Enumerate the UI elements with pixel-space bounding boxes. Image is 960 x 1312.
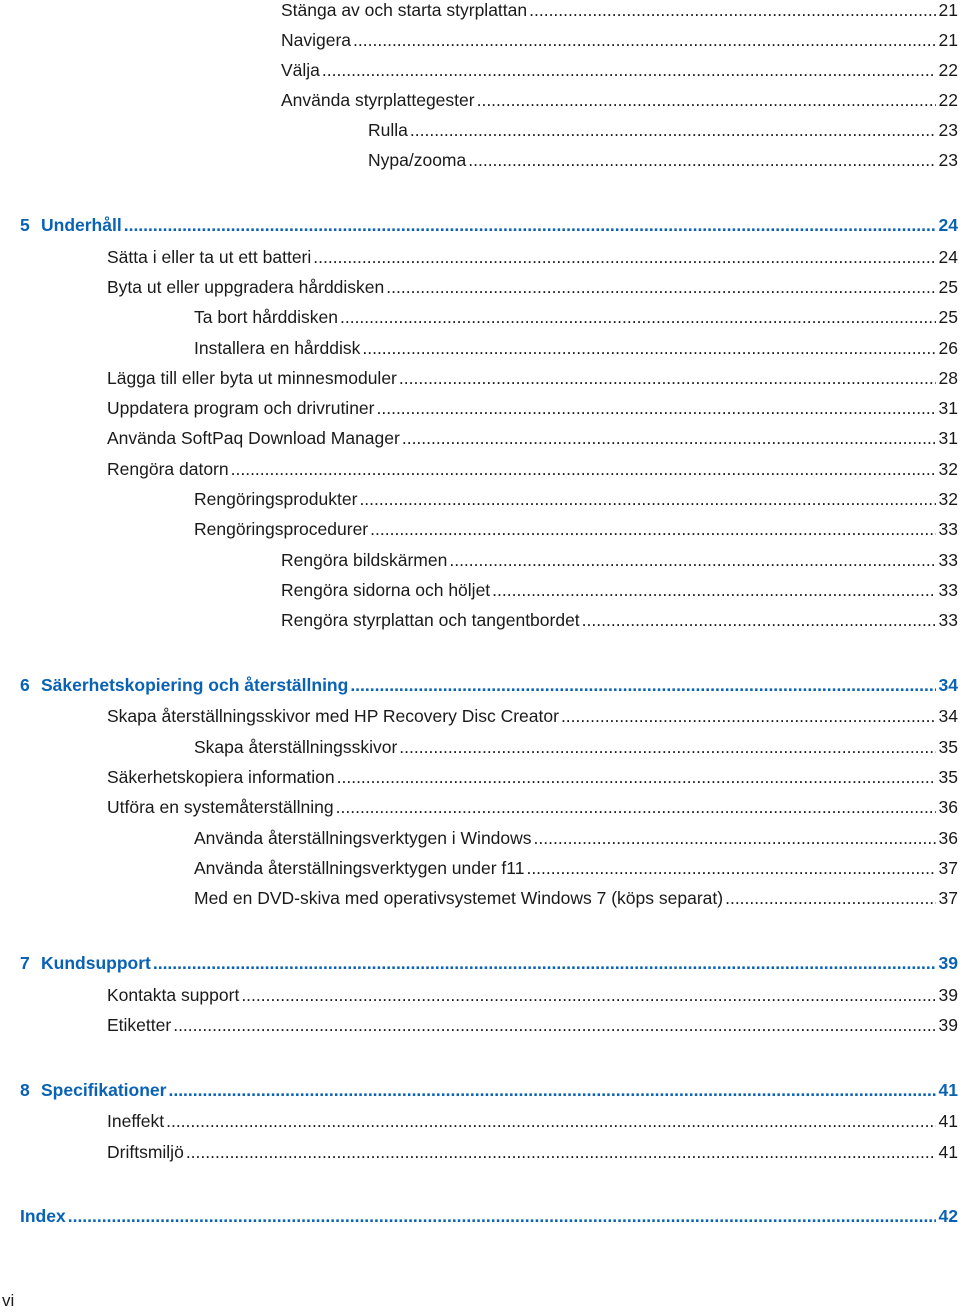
- toc-chapter-entry[interactable]: [20, 951, 958, 975]
- toc-dot-leader: [582, 608, 936, 632]
- toc-entry-title: Kontakta support: [107, 985, 240, 1005]
- toc-page-number: 35: [938, 767, 958, 787]
- toc-entry[interactable]: [107, 426, 958, 450]
- toc-dot-leader: [399, 366, 936, 390]
- toc-page-number: 33: [938, 550, 958, 570]
- toc-entry[interactable]: [281, 58, 958, 82]
- toc-dot-leader: [402, 426, 936, 450]
- toc-page-number: 28: [938, 368, 958, 388]
- toc-entry-title: Etiketter: [107, 1015, 172, 1035]
- toc-entry-title: Rengöra sidorna och höljet: [281, 580, 491, 600]
- toc-entry[interactable]: [281, 578, 958, 602]
- toc-page-number: 34: [938, 675, 958, 695]
- toc-entry-title: Välja: [281, 60, 320, 80]
- toc-dot-leader: [68, 1204, 936, 1228]
- toc-dot-leader: [386, 275, 935, 299]
- toc-entry[interactable]: [194, 826, 958, 850]
- toc-page-number: 32: [938, 489, 958, 509]
- toc-chapter-number: 6: [20, 675, 30, 695]
- toc-dot-leader: [526, 856, 935, 880]
- toc-entry-title: Skapa återställningsskivor: [194, 737, 398, 757]
- toc-entry[interactable]: [107, 396, 958, 420]
- toc-dot-leader: [186, 1140, 936, 1164]
- toc-page-number: 41: [938, 1080, 958, 1100]
- toc-dot-leader: [561, 704, 936, 728]
- toc-page-number: 37: [938, 888, 958, 908]
- toc-entry-title: Skapa återställningsskivor med HP Recovery Disc Creator: [107, 706, 559, 726]
- toc-page-number: 25: [938, 277, 958, 297]
- toc-page-number: 24: [938, 247, 958, 267]
- toc-page-number: 22: [938, 60, 958, 80]
- toc-entry-title: Använda SoftPaq Download Manager: [107, 428, 400, 448]
- toc-entry[interactable]: [281, 548, 958, 572]
- toc-entry-title: Utföra en systemåterställning: [107, 797, 334, 817]
- toc-entry[interactable]: [194, 856, 958, 880]
- toc-page-number: 24: [938, 215, 958, 235]
- toc-page-number: 41: [938, 1111, 958, 1131]
- toc-entry[interactable]: [368, 148, 958, 172]
- toc-entry-title: Lägga till eller byta ut minnesmoduler: [107, 368, 397, 388]
- toc-entry-title: Installera en hårddisk: [194, 338, 361, 358]
- toc-dot-leader: [534, 826, 936, 850]
- toc-page-number: 42: [938, 1206, 958, 1226]
- toc-entry-title: Sätta i eller ta ut ett batteri: [107, 247, 312, 267]
- toc-dot-leader: [340, 305, 936, 329]
- toc-page-number: 32: [938, 459, 958, 479]
- toc-entry-title: Driftsmiljö: [107, 1142, 184, 1162]
- page-number: vi: [2, 1291, 15, 1310]
- toc-entry-title: Rengöra styrplattan och tangentbordet: [281, 610, 580, 630]
- toc-entry[interactable]: [107, 366, 958, 390]
- toc-page-number: 35: [938, 737, 958, 757]
- toc-dot-leader: [477, 88, 936, 112]
- toc-page-number: 33: [938, 610, 958, 630]
- toc-page-number: 39: [938, 1015, 958, 1035]
- toc-dot-leader: [173, 1013, 935, 1037]
- toc-entry[interactable]: [281, 608, 958, 632]
- toc-entry-title: Använda styrplattegester: [281, 90, 475, 110]
- toc-entry-title: Nypa/zooma: [368, 150, 467, 170]
- toc-dot-leader: [468, 148, 935, 172]
- toc-entry-title: Underhåll: [41, 215, 122, 235]
- toc-dot-leader: [362, 336, 935, 360]
- toc-page-number: 31: [938, 398, 958, 418]
- toc-page-number: 21: [938, 0, 958, 20]
- toc-entry-title: Kundsupport: [41, 953, 151, 973]
- toc-page-number: 39: [938, 985, 958, 1005]
- toc-entry[interactable]: [107, 795, 958, 819]
- toc-dot-leader: [350, 673, 935, 697]
- toc-entry-title: Index: [20, 1206, 66, 1226]
- toc-entry-title: Ineffekt: [107, 1111, 165, 1131]
- toc-entry[interactable]: [107, 457, 958, 481]
- toc-page-number: 33: [938, 519, 958, 539]
- toc-entry[interactable]: [281, 0, 958, 22]
- toc-entry-title: Rengöra datorn: [107, 459, 229, 479]
- toc-entry[interactable]: [107, 983, 958, 1007]
- toc-entry[interactable]: [281, 88, 958, 112]
- toc-dot-leader: [166, 1109, 935, 1133]
- toc-entry[interactable]: [194, 735, 958, 759]
- toc-chapter-entry[interactable]: [20, 673, 958, 697]
- toc-entry[interactable]: [194, 517, 958, 541]
- toc-page-number: 26: [938, 338, 958, 358]
- toc-dot-leader: [353, 28, 935, 52]
- toc-entry-title: Rulla: [368, 120, 408, 140]
- toc-dot-leader: [313, 245, 935, 269]
- toc-page-number: 23: [938, 150, 958, 170]
- toc-entry-title: Använda återställningsverktygen under f11: [194, 858, 525, 878]
- toc-entry[interactable]: [194, 336, 958, 360]
- toc-dot-leader: [492, 578, 935, 602]
- toc-chapter-entry[interactable]: [20, 1078, 958, 1102]
- toc-entry-title: Uppdatera program och drivrutiner: [107, 398, 375, 418]
- toc-entry[interactable]: [194, 487, 958, 511]
- toc-chapter-number: 8: [20, 1080, 30, 1100]
- toc-entry-title: Stänga av och starta styrplattan: [281, 0, 528, 20]
- toc-entry-title: Säkerhetskopiering och återställning: [41, 675, 349, 695]
- toc-dot-leader: [337, 765, 936, 789]
- toc-entry[interactable]: [194, 886, 958, 910]
- toc-dot-leader: [377, 396, 936, 420]
- toc-dot-leader: [529, 0, 935, 22]
- toc-dot-leader: [370, 517, 935, 541]
- toc-chapter-number: 5: [20, 215, 30, 235]
- toc-dot-leader: [231, 457, 936, 481]
- toc-dot-leader: [410, 118, 936, 142]
- toc-entry-title: Med en DVD-skiva med operativsystemet Windows 7 (köps separat): [194, 888, 724, 908]
- toc-entry[interactable]: [107, 704, 958, 728]
- toc-entry-title: Rengöringsprocedurer: [194, 519, 369, 539]
- toc-entry-title: Navigera: [281, 30, 352, 50]
- toc-entry-title: Specifikationer: [41, 1080, 167, 1100]
- toc-chapter-entry[interactable]: [20, 213, 958, 237]
- toc-chapter-number: 7: [20, 953, 30, 973]
- toc-dot-leader: [336, 795, 936, 819]
- toc-page-number: 34: [938, 706, 958, 726]
- toc-dot-leader: [359, 487, 935, 511]
- toc-dot-leader: [725, 886, 935, 910]
- toc-page-number: 37: [938, 858, 958, 878]
- toc-page-number: 36: [938, 828, 958, 848]
- toc-page-number: 33: [938, 580, 958, 600]
- toc-entry-title: Säkerhetskopiera information: [107, 767, 335, 787]
- toc-dot-leader: [241, 983, 935, 1007]
- toc-page-number: 21: [938, 30, 958, 50]
- toc-page-number: 36: [938, 797, 958, 817]
- toc-page-number: 41: [938, 1142, 958, 1162]
- toc-entry[interactable]: [107, 245, 958, 269]
- toc-dot-leader: [124, 213, 936, 237]
- toc-entry[interactable]: [194, 305, 958, 329]
- toc-entry[interactable]: [107, 275, 958, 299]
- toc-entry[interactable]: [107, 765, 958, 789]
- toc-dot-leader: [449, 548, 935, 572]
- toc-dot-leader: [322, 58, 936, 82]
- toc-entry[interactable]: [368, 118, 958, 142]
- toc-entry[interactable]: [281, 28, 958, 52]
- toc-entry-title: Rengöra bildskärmen: [281, 550, 448, 570]
- toc-entry[interactable]: [107, 1140, 958, 1164]
- toc-dot-leader: [168, 1078, 935, 1102]
- toc-page-number: 39: [938, 953, 958, 973]
- toc-page-number: 25: [938, 307, 958, 327]
- toc-chapter-entry[interactable]: [20, 1204, 958, 1228]
- toc-entry[interactable]: [107, 1109, 958, 1133]
- toc-entry-title: Byta ut eller uppgradera hårddisken: [107, 277, 385, 297]
- toc-entry-title: Ta bort hårddisken: [194, 307, 338, 327]
- toc-entry-title: Använda återställningsverktygen i Windows: [194, 828, 532, 848]
- toc-page-number: 22: [938, 90, 958, 110]
- toc-entry-title: Rengöringsprodukter: [194, 489, 358, 509]
- toc-page-number: 31: [938, 428, 958, 448]
- toc-dot-leader: [399, 735, 935, 759]
- toc-dot-leader: [153, 951, 936, 975]
- toc-entry[interactable]: [107, 1013, 958, 1037]
- toc-page-number: 23: [938, 120, 958, 140]
